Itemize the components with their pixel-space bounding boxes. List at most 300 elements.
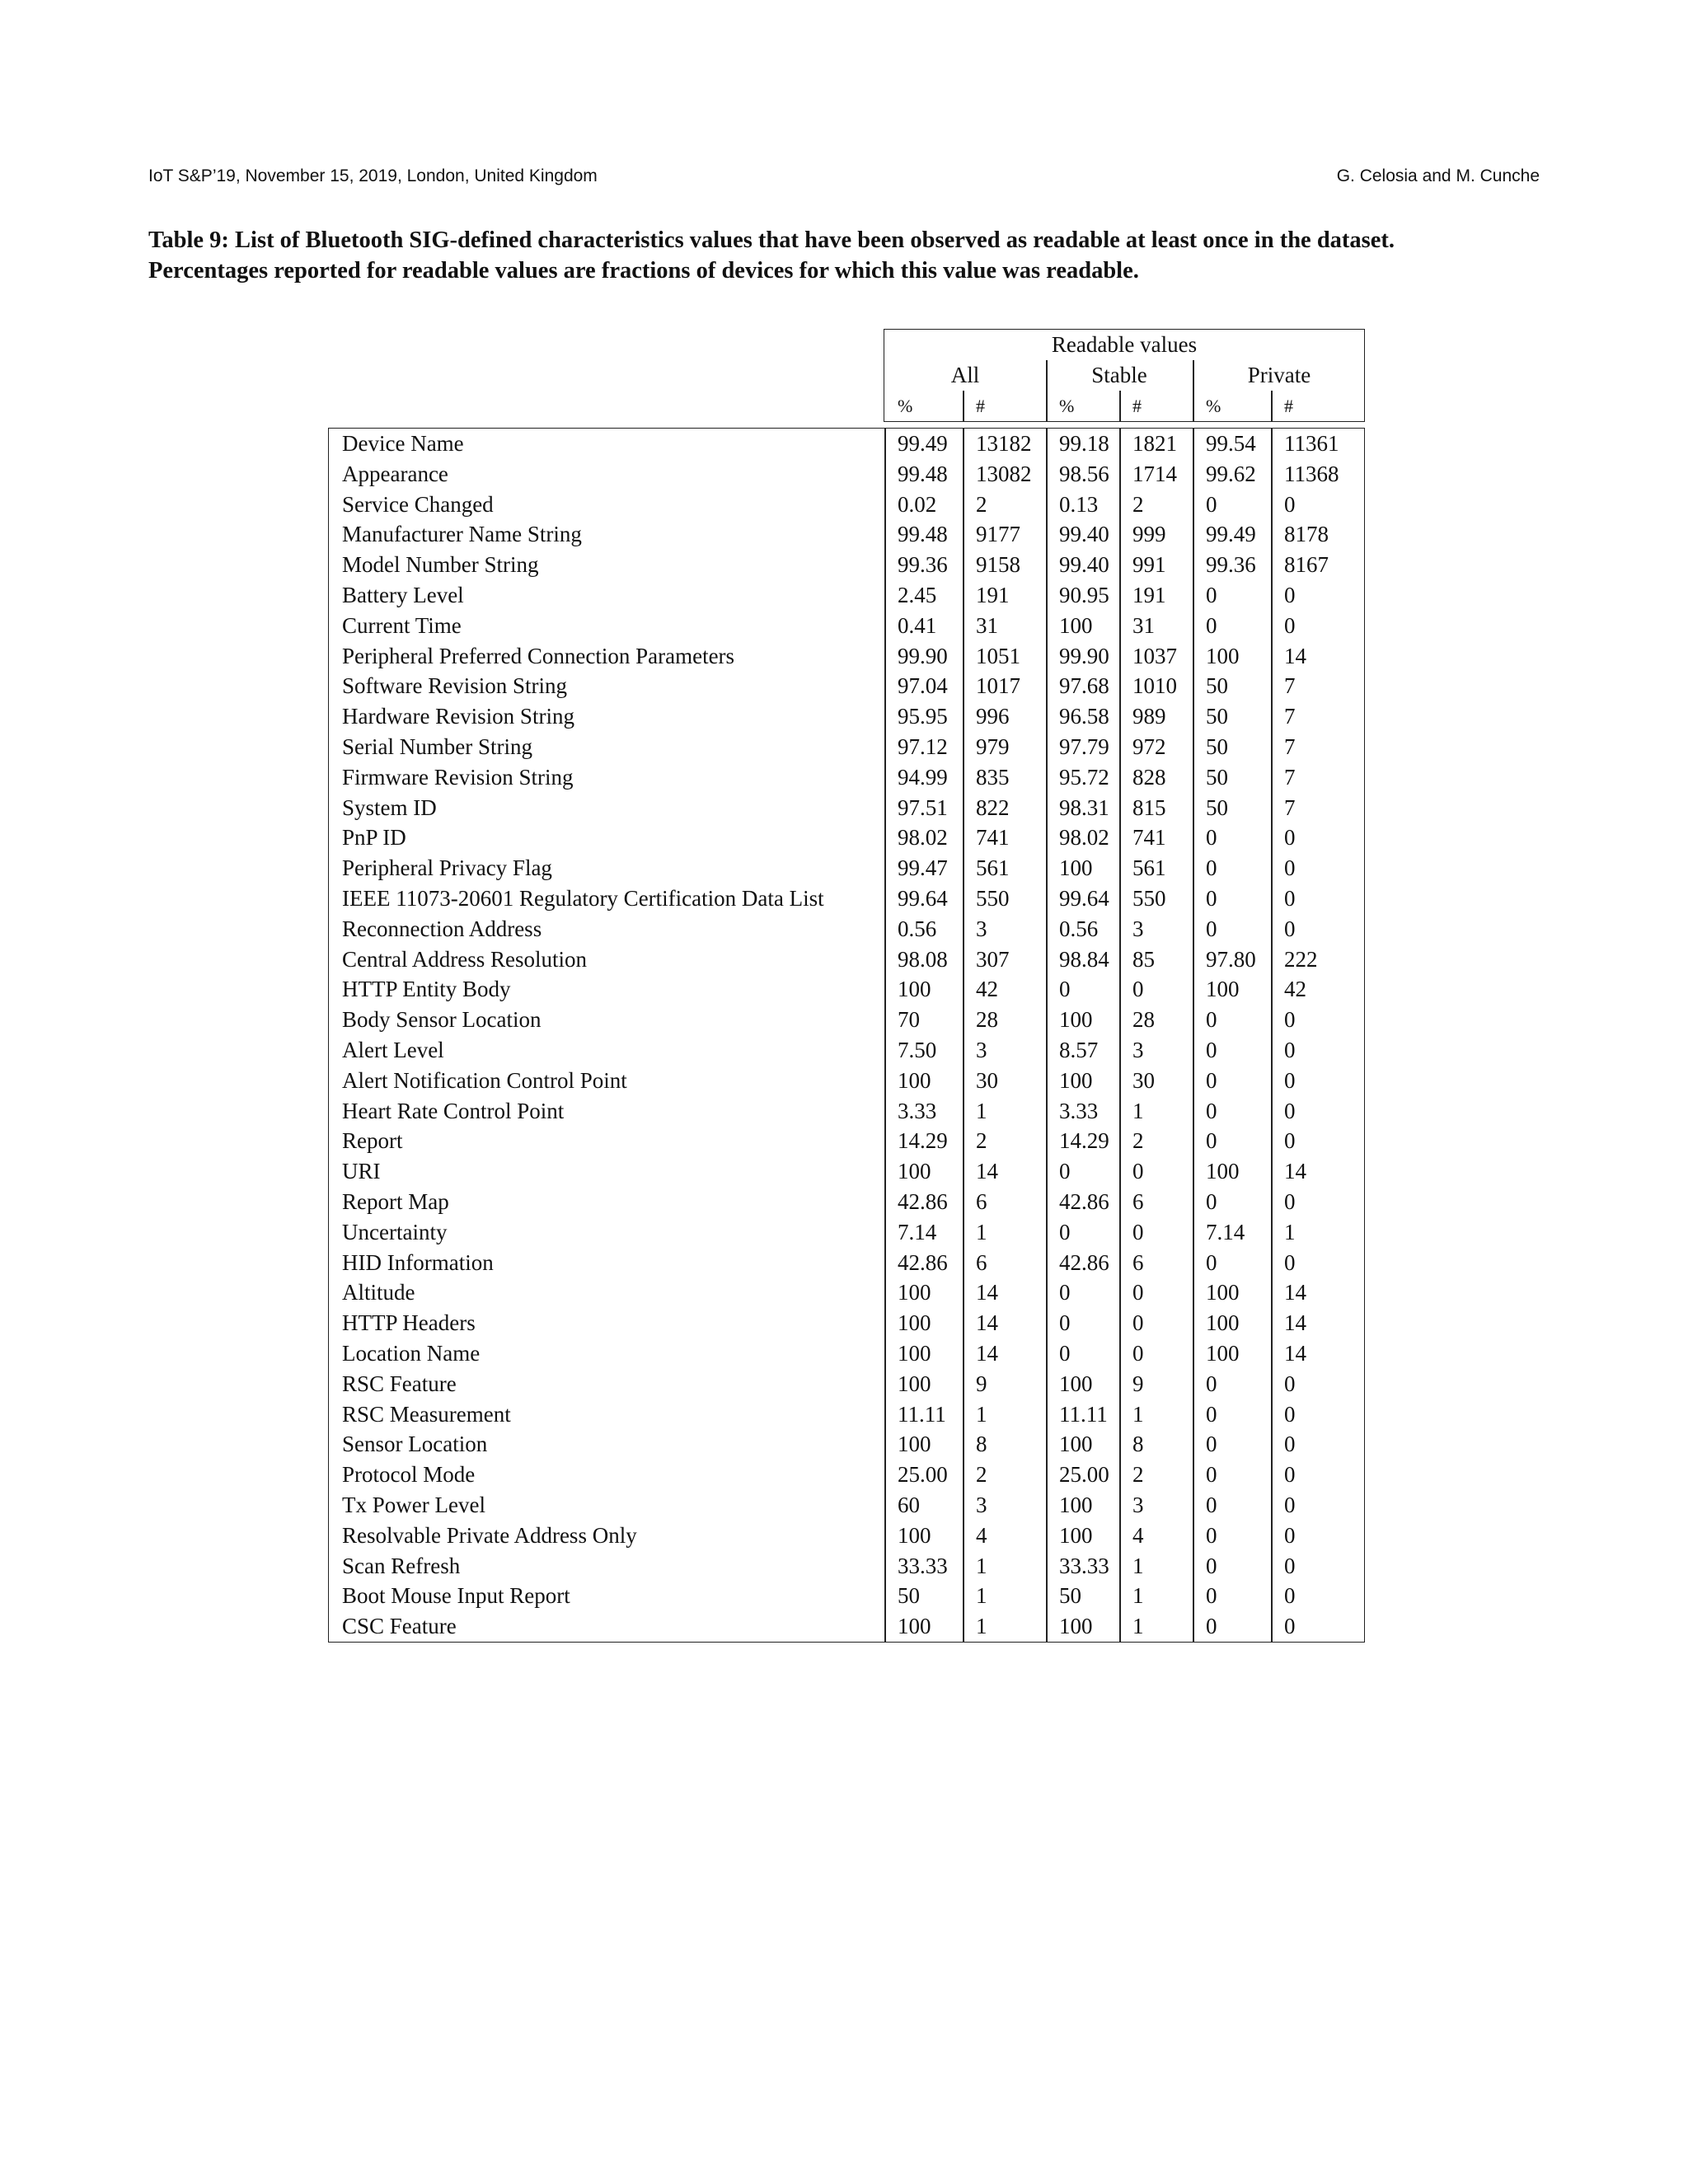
percent-cell: 33.33 xyxy=(1059,1553,1109,1578)
header-private: Private xyxy=(1247,363,1311,387)
count-cell: 4 xyxy=(976,1522,987,1548)
count-cell: 0 xyxy=(1284,612,1296,638)
percent-cell: 0 xyxy=(1206,1462,1217,1488)
count-cell: 7 xyxy=(1284,764,1296,790)
count-cell: 42 xyxy=(1284,977,1306,1002)
count-cell: 7 xyxy=(1284,794,1296,820)
characteristic-name: RSC Feature xyxy=(342,1371,457,1396)
percent-cell: 0 xyxy=(1206,1249,1217,1275)
count-cell: 14 xyxy=(976,1310,998,1336)
count-cell: 1 xyxy=(976,1583,987,1609)
count-cell: 828 xyxy=(1132,764,1166,790)
table-row xyxy=(329,1035,1364,1066)
count-cell: 0 xyxy=(1284,491,1296,517)
count-cell: 972 xyxy=(1132,734,1166,759)
percent-cell: 0 xyxy=(1206,1614,1217,1639)
count-cell: 9158 xyxy=(976,552,1020,578)
percent-cell: 97.04 xyxy=(898,673,948,699)
header-count-symbol: # xyxy=(976,396,985,416)
count-cell: 0 xyxy=(1132,1341,1144,1366)
characteristic-name: Report Map xyxy=(342,1189,449,1214)
count-cell: 991 xyxy=(1132,552,1166,578)
table-row xyxy=(329,914,1364,944)
percent-cell: 70 xyxy=(898,1007,920,1033)
percent-cell: 0.56 xyxy=(898,916,937,941)
percent-cell: 95.72 xyxy=(1059,764,1109,790)
count-cell: 1 xyxy=(1132,1614,1144,1639)
table-row xyxy=(329,1187,1364,1217)
percent-cell: 100 xyxy=(1059,855,1093,881)
percent-cell: 0 xyxy=(1206,491,1217,517)
count-cell: 0 xyxy=(1284,1098,1296,1123)
characteristic-name: Central Address Resolution xyxy=(342,946,587,972)
count-cell: 0 xyxy=(1284,916,1296,941)
count-cell: 28 xyxy=(1132,1007,1155,1033)
percent-cell: 0 xyxy=(1059,1341,1071,1366)
count-cell: 3 xyxy=(976,1038,987,1062)
count-cell: 2 xyxy=(976,1462,987,1488)
percent-cell: 0 xyxy=(1206,1583,1217,1609)
percent-cell: 14.29 xyxy=(898,1128,948,1154)
characteristic-name: HTTP Entity Body xyxy=(342,977,511,1002)
count-cell: 6 xyxy=(976,1189,987,1214)
percent-cell: 100 xyxy=(1059,1522,1093,1548)
count-cell: 28 xyxy=(976,1007,998,1033)
table-caption xyxy=(148,225,1550,286)
header-group-divider xyxy=(1046,360,1048,421)
count-cell: 9177 xyxy=(976,522,1020,547)
percent-cell: 99.48 xyxy=(898,461,948,486)
percent-cell: 7.14 xyxy=(1206,1219,1245,1244)
table-row xyxy=(329,1521,1364,1551)
characteristic-name: Boot Mouse Input Report xyxy=(342,1583,570,1609)
count-cell: 550 xyxy=(1132,886,1166,911)
count-cell: 835 xyxy=(976,764,1010,790)
caption-line-2: Percentages reported for readable values are fractions of devices for which this value was readable. xyxy=(148,258,1139,284)
count-cell: 8 xyxy=(1132,1432,1144,1457)
count-cell: 14 xyxy=(976,1341,998,1366)
header-stable: Stable xyxy=(1091,363,1147,387)
count-cell: 14 xyxy=(976,1159,998,1184)
count-cell: 191 xyxy=(976,583,1010,607)
percent-cell: 0.02 xyxy=(898,491,937,517)
characteristic-name: Scan Refresh xyxy=(342,1553,461,1578)
characteristic-name: Location Name xyxy=(342,1341,481,1366)
table-row xyxy=(329,853,1364,883)
percent-cell: 100 xyxy=(898,1522,931,1548)
count-cell: 741 xyxy=(976,825,1010,851)
header-percent-symbol: % xyxy=(1206,396,1221,416)
count-cell: 0 xyxy=(1284,1189,1296,1214)
percent-cell: 0 xyxy=(1206,916,1217,941)
count-cell: 1037 xyxy=(1132,643,1177,668)
count-cell: 550 xyxy=(976,886,1010,911)
count-cell: 14 xyxy=(1284,1341,1306,1366)
count-cell: 1017 xyxy=(976,673,1020,699)
percent-cell: 11.11 xyxy=(898,1401,946,1427)
count-cell: 11368 xyxy=(1284,461,1339,486)
percent-cell: 97.51 xyxy=(898,794,948,820)
percent-cell: 99.18 xyxy=(1059,431,1109,456)
percent-cell: 100 xyxy=(898,1159,931,1184)
count-cell: 0 xyxy=(1284,825,1296,851)
header-percent-symbol: % xyxy=(898,396,913,416)
characteristic-name: Firmware Revision String xyxy=(342,764,574,790)
count-cell: 8178 xyxy=(1284,522,1329,547)
table-row xyxy=(329,459,1364,490)
table-row xyxy=(329,1369,1364,1399)
percent-cell: 0 xyxy=(1206,855,1217,881)
characteristic-name: System ID xyxy=(342,794,437,820)
characteristic-name: Body Sensor Location xyxy=(342,1007,542,1033)
count-cell: 1 xyxy=(976,1098,987,1123)
count-cell: 191 xyxy=(1132,583,1166,607)
percent-cell: 60 xyxy=(898,1493,920,1517)
count-cell: 7 xyxy=(1284,704,1296,729)
percent-cell: 0 xyxy=(1059,977,1071,1002)
percent-cell: 95.95 xyxy=(898,704,948,729)
count-cell: 0 xyxy=(1284,1462,1296,1488)
percent-cell: 0 xyxy=(1206,1522,1217,1548)
characteristic-name: Sensor Location xyxy=(342,1432,488,1457)
count-cell: 0 xyxy=(1284,1401,1296,1427)
percent-cell: 25.00 xyxy=(898,1462,948,1488)
percent-cell: 100 xyxy=(1059,1067,1093,1093)
percent-cell: 3.33 xyxy=(898,1098,937,1123)
table-row xyxy=(329,1217,1364,1248)
count-cell: 0 xyxy=(1132,1310,1144,1336)
count-cell: 7 xyxy=(1284,734,1296,759)
percent-cell: 42.86 xyxy=(898,1249,948,1275)
characteristic-name: URI xyxy=(342,1159,381,1184)
count-cell: 815 xyxy=(1132,794,1166,820)
percent-cell: 99.47 xyxy=(898,855,948,881)
characteristic-name: Tx Power Level xyxy=(342,1493,485,1517)
percent-cell: 100 xyxy=(898,1341,931,1366)
count-cell: 0 xyxy=(1284,1371,1296,1396)
count-cell: 2 xyxy=(1132,1462,1144,1488)
characteristic-name: Model Number String xyxy=(342,552,539,578)
percent-cell: 99.48 xyxy=(898,522,948,547)
percent-cell: 42.86 xyxy=(1059,1249,1109,1275)
count-cell: 1 xyxy=(976,1401,987,1427)
count-cell: 979 xyxy=(976,734,1010,759)
table-row xyxy=(329,1126,1364,1156)
table-row xyxy=(329,1429,1364,1460)
percent-cell: 99.40 xyxy=(1059,522,1109,547)
table-row xyxy=(329,883,1364,914)
header-percent-symbol: % xyxy=(1059,396,1075,416)
percent-cell: 0 xyxy=(1206,1067,1217,1093)
count-cell: 3 xyxy=(976,1493,987,1517)
percent-cell: 0 xyxy=(1206,1128,1217,1154)
header-count-symbol: # xyxy=(1284,396,1293,416)
count-cell: 0 xyxy=(1132,1219,1144,1244)
percent-cell: 0 xyxy=(1059,1159,1071,1184)
percent-cell: 98.08 xyxy=(898,946,948,972)
header-column-divider xyxy=(1119,391,1121,421)
count-cell: 222 xyxy=(1284,946,1318,972)
table-row xyxy=(329,1338,1364,1369)
count-cell: 822 xyxy=(976,794,1010,820)
count-cell: 8167 xyxy=(1284,552,1329,578)
percent-cell: 100 xyxy=(1206,977,1240,1002)
percent-cell: 50 xyxy=(1206,794,1228,820)
percent-cell: 97.12 xyxy=(898,734,948,759)
percent-cell: 100 xyxy=(1059,1371,1093,1396)
percent-cell: 50 xyxy=(1206,734,1228,759)
percent-cell: 0 xyxy=(1206,612,1217,638)
count-cell: 31 xyxy=(1132,612,1155,638)
count-cell: 0 xyxy=(1284,1432,1296,1457)
characteristic-name: Peripheral Privacy Flag xyxy=(342,855,552,881)
characteristic-name: Report xyxy=(342,1128,403,1154)
count-cell: 0 xyxy=(1132,977,1144,1002)
table-row xyxy=(329,1066,1364,1096)
authors-line: G. Celosia and M. Cunche xyxy=(1336,166,1540,185)
characteristic-name: Resolvable Private Address Only xyxy=(342,1522,637,1548)
count-cell: 6 xyxy=(1132,1249,1144,1275)
percent-cell: 8.57 xyxy=(1059,1038,1099,1062)
count-cell: 13082 xyxy=(976,461,1032,486)
characteristic-name: Serial Number String xyxy=(342,734,532,759)
header-column-divider xyxy=(1271,391,1273,421)
percent-cell: 99.90 xyxy=(898,643,948,668)
header-readable-values: Readable values xyxy=(1051,332,1198,357)
header-all: All xyxy=(950,363,980,387)
count-cell: 7 xyxy=(1284,673,1296,699)
count-cell: 0 xyxy=(1284,855,1296,881)
percent-cell: 7.50 xyxy=(898,1038,937,1062)
percent-cell: 0 xyxy=(1206,1553,1217,1578)
count-cell: 4 xyxy=(1132,1522,1144,1548)
count-cell: 14 xyxy=(976,1280,998,1305)
count-cell: 0 xyxy=(1284,583,1296,607)
count-cell: 999 xyxy=(1132,522,1166,547)
count-cell: 42 xyxy=(976,977,998,1002)
count-cell: 30 xyxy=(1132,1067,1155,1093)
characteristic-name: CSC Feature xyxy=(342,1614,457,1639)
count-cell: 9 xyxy=(976,1371,987,1396)
count-cell: 307 xyxy=(976,946,1010,972)
percent-cell: 98.02 xyxy=(1059,825,1109,851)
percent-cell: 100 xyxy=(1059,1614,1093,1639)
percent-cell: 100 xyxy=(898,1432,931,1457)
table-row xyxy=(329,580,1364,611)
percent-cell: 7.14 xyxy=(898,1219,937,1244)
count-cell: 0 xyxy=(1284,1128,1296,1154)
percent-cell: 14.29 xyxy=(1059,1128,1109,1154)
caption-line-1: Table 9: List of Bluetooth SIG-defined characteristics values that have been observed as readable at least once in the dataset. xyxy=(148,227,1395,253)
table-row xyxy=(329,1156,1364,1187)
percent-cell: 0 xyxy=(1206,1401,1217,1427)
count-cell: 3 xyxy=(1132,916,1144,941)
table-row xyxy=(329,974,1364,1005)
percent-cell: 0 xyxy=(1206,825,1217,851)
percent-cell: 99.62 xyxy=(1206,461,1256,486)
header-group-divider xyxy=(1193,360,1194,421)
count-cell: 14 xyxy=(1284,643,1306,668)
percent-cell: 99.36 xyxy=(898,552,948,578)
table-row xyxy=(329,1277,1364,1308)
count-cell: 1 xyxy=(1132,1098,1144,1123)
count-cell: 2 xyxy=(1132,491,1144,517)
percent-cell: 97.79 xyxy=(1059,734,1109,759)
count-cell: 14 xyxy=(1284,1310,1306,1336)
table-row xyxy=(329,823,1364,853)
characteristic-name: Altitude xyxy=(342,1280,415,1305)
percent-cell: 42.86 xyxy=(1059,1189,1109,1214)
percent-cell: 98.84 xyxy=(1059,946,1109,972)
table-row xyxy=(329,1399,1364,1430)
percent-cell: 99.90 xyxy=(1059,643,1109,668)
count-cell: 561 xyxy=(1132,855,1166,881)
percent-cell: 0 xyxy=(1059,1310,1071,1336)
percent-cell: 3.33 xyxy=(1059,1098,1099,1123)
characteristic-name: Current Time xyxy=(342,612,462,638)
characteristic-name: Protocol Mode xyxy=(342,1462,476,1488)
count-cell: 30 xyxy=(976,1067,998,1093)
count-cell: 0 xyxy=(1284,1007,1296,1033)
count-cell: 2 xyxy=(976,491,987,517)
percent-cell: 100 xyxy=(898,1310,931,1336)
percent-cell: 2.45 xyxy=(898,583,937,607)
count-cell: 1 xyxy=(976,1219,987,1244)
characteristic-name: HID Information xyxy=(342,1249,494,1275)
count-cell: 2 xyxy=(976,1128,987,1154)
count-cell: 85 xyxy=(1132,946,1155,972)
count-cell: 0 xyxy=(1284,1522,1296,1548)
count-cell: 2 xyxy=(1132,1128,1144,1154)
characteristic-name: HTTP Headers xyxy=(342,1310,476,1336)
percent-cell: 0.41 xyxy=(898,612,937,638)
count-cell: 13182 xyxy=(976,431,1032,456)
table-row xyxy=(329,1308,1364,1338)
count-cell: 1 xyxy=(1132,1401,1144,1427)
percent-cell: 33.33 xyxy=(898,1553,948,1578)
table-row xyxy=(329,762,1364,793)
table-row xyxy=(329,793,1364,823)
count-cell: 0 xyxy=(1132,1159,1144,1184)
characteristic-name: Device Name xyxy=(342,431,464,456)
characteristic-name: Hardware Revision String xyxy=(342,704,574,729)
count-cell: 561 xyxy=(976,855,1010,881)
table-row xyxy=(329,1551,1364,1582)
count-cell: 3 xyxy=(976,916,987,941)
table-row xyxy=(329,1096,1364,1127)
count-cell: 1010 xyxy=(1132,673,1177,699)
count-cell: 1051 xyxy=(976,643,1020,668)
percent-cell: 100 xyxy=(1059,1493,1093,1517)
percent-cell: 11.11 xyxy=(1059,1401,1108,1427)
count-cell: 8 xyxy=(976,1432,987,1457)
header-count-symbol: # xyxy=(1132,396,1142,416)
percent-cell: 99.54 xyxy=(1206,431,1256,456)
count-cell: 0 xyxy=(1284,1067,1296,1093)
count-cell: 3 xyxy=(1132,1493,1144,1517)
percent-cell: 100 xyxy=(898,1371,931,1396)
count-cell: 11361 xyxy=(1284,431,1339,456)
percent-cell: 94.99 xyxy=(898,764,948,790)
percent-cell: 0 xyxy=(1059,1219,1071,1244)
table-row xyxy=(329,641,1364,672)
count-cell: 1 xyxy=(1132,1553,1144,1578)
characteristic-name: Alert Level xyxy=(342,1038,444,1062)
percent-cell: 0.13 xyxy=(1059,491,1099,517)
header-column-divider xyxy=(963,391,964,421)
count-cell: 996 xyxy=(976,704,1010,729)
percent-cell: 100 xyxy=(1206,643,1240,668)
percent-cell: 97.68 xyxy=(1059,673,1109,699)
percent-cell: 50 xyxy=(1206,764,1228,790)
percent-cell: 50 xyxy=(1206,673,1228,699)
table-row xyxy=(329,429,1364,459)
percent-cell: 100 xyxy=(1059,612,1093,638)
table-row xyxy=(329,1248,1364,1278)
count-cell: 1821 xyxy=(1132,431,1177,456)
characteristic-name: Alert Notification Control Point xyxy=(342,1067,627,1093)
percent-cell: 100 xyxy=(1206,1341,1240,1366)
characteristic-name: Heart Rate Control Point xyxy=(342,1098,565,1123)
percent-cell: 0 xyxy=(1206,1189,1217,1214)
percent-cell: 0 xyxy=(1206,886,1217,911)
percent-cell: 100 xyxy=(1206,1310,1240,1336)
running-header xyxy=(148,166,1540,186)
percent-cell: 100 xyxy=(1206,1280,1240,1305)
percent-cell: 100 xyxy=(898,1280,931,1305)
percent-cell: 99.40 xyxy=(1059,552,1109,578)
percent-cell: 98.31 xyxy=(1059,794,1109,820)
characteristic-name: Reconnection Address xyxy=(342,916,542,941)
table-body xyxy=(328,428,1365,1643)
table-row xyxy=(329,550,1364,580)
count-cell: 0 xyxy=(1284,886,1296,911)
count-cell: 3 xyxy=(1132,1038,1144,1062)
percent-cell: 100 xyxy=(1059,1007,1093,1033)
percent-cell: 0 xyxy=(1206,583,1217,607)
table-row xyxy=(329,1005,1364,1035)
percent-cell: 50 xyxy=(898,1583,920,1609)
count-cell: 1 xyxy=(976,1553,987,1578)
characteristic-name: RSC Measurement xyxy=(342,1401,511,1427)
percent-cell: 98.56 xyxy=(1059,461,1109,486)
percent-cell: 50 xyxy=(1206,704,1228,729)
count-cell: 1714 xyxy=(1132,461,1177,486)
percent-cell: 0 xyxy=(1206,1038,1217,1062)
percent-cell: 0 xyxy=(1206,1371,1217,1396)
percent-cell: 97.80 xyxy=(1206,946,1256,972)
table-row xyxy=(329,490,1364,520)
characteristic-name: Peripheral Preferred Connection Parameters xyxy=(342,643,735,668)
count-cell: 1 xyxy=(976,1614,987,1639)
percent-cell: 100 xyxy=(898,1614,931,1639)
percent-cell: 99.49 xyxy=(898,431,948,456)
count-cell: 0 xyxy=(1284,1583,1296,1609)
percent-cell: 100 xyxy=(1206,1159,1240,1184)
venue-line: IoT S&P’19, November 15, 2019, London, United Kingdom xyxy=(148,166,598,185)
percent-cell: 99.64 xyxy=(1059,886,1109,911)
count-cell: 14 xyxy=(1284,1280,1306,1305)
count-cell: 0 xyxy=(1132,1280,1144,1305)
characteristic-name: Uncertainty xyxy=(342,1219,448,1244)
percent-cell: 100 xyxy=(898,1067,931,1093)
count-cell: 14 xyxy=(1284,1159,1306,1184)
characteristic-name: PnP ID xyxy=(342,825,406,851)
percent-cell: 100 xyxy=(898,977,931,1002)
percent-cell: 50 xyxy=(1059,1583,1081,1609)
characteristic-name: Service Changed xyxy=(342,491,494,517)
table-row xyxy=(329,701,1364,732)
